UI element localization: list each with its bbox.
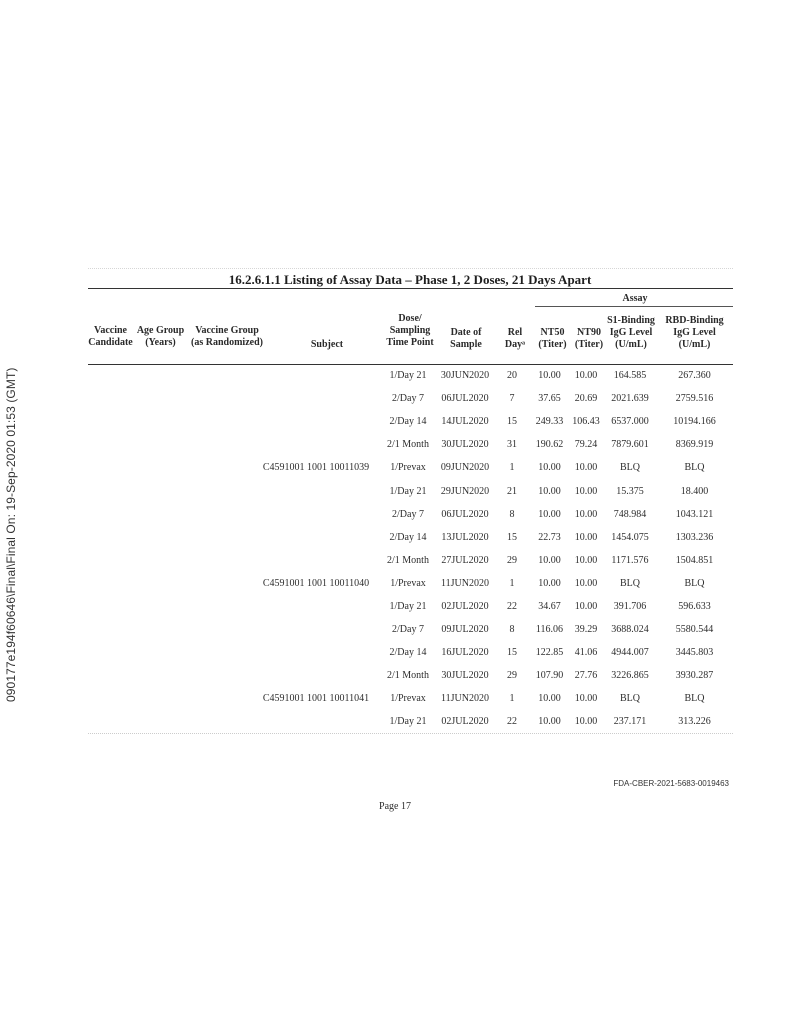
cell-nt50: 10.00 (538, 554, 561, 566)
cell-rel-day: 22 (507, 600, 517, 612)
table-row (88, 503, 733, 526)
table-row (88, 456, 733, 479)
cell-dose-time-point: 2/1 Month (387, 439, 429, 451)
cell-rel-day: 1 (509, 462, 515, 474)
cell-subject: C4591001 1001 10011039 (262, 462, 370, 474)
cell-nt90: 10.00 (574, 554, 598, 566)
cell-vaccine-group (178, 572, 253, 595)
cell-vaccine-group (178, 595, 253, 618)
cell-subject (253, 664, 379, 687)
cell-date-of-sample: 30JUL2020 (441, 670, 489, 682)
cell-date-of-sample: 30JUL2020 (441, 439, 489, 451)
cell-vaccine-group (178, 364, 253, 387)
cell-dose-time-point: 2/Day 14 (389, 531, 427, 543)
cell-vaccine-group (178, 549, 253, 572)
cell-rbd-binding: 313.226 (678, 716, 711, 728)
cell-age-group (133, 618, 178, 641)
cell-rel-day: 1 (509, 693, 515, 705)
cell-rel-day: 31 (507, 439, 517, 451)
cell-nt50: 190.62 (535, 439, 564, 451)
cell-dose-time-point: 2/1 Month (387, 670, 429, 682)
cell-rel-day: 21 (507, 485, 517, 497)
cell-s1-binding: 237.171 (613, 716, 647, 728)
cell-age-group (133, 364, 178, 387)
header-date-of-sample: Date of Sample (450, 327, 482, 350)
cell-vaccine-candidate (88, 595, 133, 618)
cell-vaccine-candidate (88, 664, 133, 687)
cell-vaccine-candidate (88, 456, 133, 479)
cell-age-group (133, 687, 178, 710)
cell-vaccine-candidate (88, 687, 133, 710)
cell-rel-day: 7 (509, 393, 515, 405)
cell-date-of-sample: 27JUL2020 (441, 554, 489, 566)
cell-vaccine-candidate (88, 710, 133, 733)
cell-nt50: 34.67 (538, 600, 561, 612)
cell-dose-time-point: 2/Day 7 (392, 624, 424, 636)
table-body (88, 364, 733, 734)
cell-rel-day: 15 (507, 647, 517, 659)
header-rel-day: Rel Dayᵃ (504, 327, 526, 350)
cell-age-group (133, 641, 178, 664)
cell-subject (253, 387, 379, 410)
cell-rbd-binding: BLQ (684, 693, 705, 705)
cell-vaccine-candidate (88, 641, 133, 664)
header-vaccine-candidate: Vaccine Candidate (88, 325, 133, 348)
cell-age-group (133, 503, 178, 526)
header-age-group: Age Group (Years) (136, 325, 185, 348)
assay-group-rule (535, 306, 733, 307)
cell-nt90: 10.00 (574, 370, 598, 382)
cell-vaccine-group (178, 387, 253, 410)
cell-s1-binding: 748.984 (613, 508, 647, 520)
cell-nt50: 249.33 (535, 416, 564, 428)
top-rule (88, 288, 733, 289)
cell-nt90: 79.24 (574, 439, 598, 451)
cell-rbd-binding: 8369.919 (675, 439, 714, 451)
header-nt50: NT50 (Titer) (538, 327, 567, 350)
cell-rel-day: 8 (509, 508, 515, 520)
cell-nt50: 22.73 (538, 531, 561, 543)
cell-nt90: 10.00 (574, 531, 598, 543)
cell-age-group (133, 526, 178, 549)
cell-rbd-binding: 10194.166 (673, 416, 716, 428)
cell-nt50: 107.90 (535, 670, 564, 682)
cell-vaccine-candidate (88, 433, 133, 456)
cell-nt90: 10.00 (574, 462, 598, 474)
table-row (88, 549, 733, 572)
cell-subject (253, 479, 379, 502)
cell-nt90: 10.00 (574, 485, 598, 497)
page-number: Page 17 (379, 801, 411, 812)
cell-rel-day: 15 (507, 416, 517, 428)
cell-nt90: 10.00 (574, 693, 598, 705)
cell-rel-day: 20 (507, 370, 517, 382)
cell-dose-time-point: 2/Day 14 (389, 416, 427, 428)
cell-vaccine-candidate (88, 479, 133, 502)
cell-date-of-sample: 16JUL2020 (441, 647, 489, 659)
cell-date-of-sample: 02JUL2020 (441, 600, 489, 612)
cell-subject: C4591001 1001 10011041 (262, 693, 370, 705)
header-subject: Subject (310, 339, 344, 350)
cell-dose-time-point: 1/Day 21 (389, 600, 427, 612)
cell-vaccine-candidate (88, 572, 133, 595)
cell-s1-binding: BLQ (620, 462, 640, 474)
cell-s1-binding: BLQ (620, 577, 640, 589)
cell-nt50: 116.06 (535, 624, 564, 636)
cell-rel-day: 8 (509, 624, 515, 636)
cell-s1-binding: 7879.601 (611, 439, 649, 451)
header-nt90: NT90 (Titer) (574, 327, 604, 350)
table-row (88, 387, 733, 410)
table-row (88, 641, 733, 664)
cell-s1-binding: 2021.639 (611, 393, 649, 405)
cell-rel-day: 22 (507, 716, 517, 728)
cell-s1-binding: 391.706 (613, 600, 647, 612)
bottom-rule (88, 733, 733, 734)
cell-rbd-binding: BLQ (684, 462, 705, 474)
cell-rbd-binding: 1303.236 (675, 531, 714, 543)
cell-date-of-sample: 06JUL2020 (441, 393, 489, 405)
cell-nt90: 39.29 (574, 624, 598, 636)
document-id: FDA-CBER-2021-5683-0019463 (613, 779, 729, 788)
cell-nt90: 41.06 (574, 647, 598, 659)
cell-dose-time-point: 1/Day 21 (389, 716, 427, 728)
cell-rel-day: 15 (507, 531, 517, 543)
cell-rel-day: 29 (507, 670, 517, 682)
cell-date-of-sample: 11JUN2020 (441, 693, 489, 705)
cell-vaccine-candidate (88, 618, 133, 641)
cell-rbd-binding: 1504.851 (675, 554, 714, 566)
cell-nt90: 106.43 (572, 416, 600, 428)
header-dose-time-point: Dose/ Sampling Time Point (386, 313, 434, 348)
listing-title: 16.2.6.1.1 Listing of Assay Data – Phase 1, 2 Doses, 21 Days Apart (228, 272, 592, 287)
cell-subject (253, 618, 379, 641)
cell-vaccine-group (178, 503, 253, 526)
cell-dose-time-point: 1/Prevax (390, 577, 426, 589)
cell-dose-time-point: 1/Day 21 (389, 485, 427, 497)
cell-date-of-sample: 09JUN2020 (440, 462, 490, 474)
cell-s1-binding: 3226.865 (611, 670, 649, 682)
cell-rbd-binding: 267.360 (678, 370, 711, 382)
cell-age-group (133, 549, 178, 572)
table-row (88, 526, 733, 549)
cell-nt50: 10.00 (538, 485, 561, 497)
cell-s1-binding: 1454.075 (611, 531, 649, 543)
cell-dose-time-point: 1/Prevax (390, 693, 426, 705)
cell-nt90: 27.76 (574, 670, 598, 682)
table-row (88, 618, 733, 641)
cell-vaccine-group (178, 410, 253, 433)
cell-rbd-binding: 1043.121 (675, 508, 714, 520)
cell-rel-day: 1 (509, 577, 515, 589)
cell-rbd-binding: 3930.287 (675, 670, 714, 682)
cell-age-group (133, 479, 178, 502)
cell-subject (253, 364, 379, 387)
cell-dose-time-point: 2/Day 7 (392, 508, 424, 520)
cell-nt50: 10.00 (538, 370, 561, 382)
cell-age-group (133, 572, 178, 595)
cell-nt50: 122.85 (535, 647, 564, 659)
cell-nt50: 10.00 (538, 577, 561, 589)
scan-artifact-line (88, 268, 733, 269)
cell-date-of-sample: 06JUL2020 (441, 508, 489, 520)
table-row (88, 572, 733, 595)
cell-dose-time-point: 2/Day 14 (389, 647, 427, 659)
table-row (88, 479, 733, 502)
cell-dose-time-point: 2/Day 7 (392, 393, 424, 405)
cell-vaccine-candidate (88, 410, 133, 433)
cell-subject (253, 433, 379, 456)
cell-age-group (133, 710, 178, 733)
cell-nt90: 10.00 (574, 716, 598, 728)
cell-dose-time-point: 1/Day 21 (389, 370, 427, 382)
cell-date-of-sample: 30JUN2020 (440, 370, 490, 382)
cell-vaccine-candidate (88, 503, 133, 526)
cell-subject: C4591001 1001 10011040 (262, 577, 370, 589)
table-row (88, 433, 733, 456)
table-row (88, 364, 733, 387)
cell-date-of-sample: 11JUN2020 (441, 577, 489, 589)
header-s1-binding: S1-Binding IgG Level (U/mL) (607, 315, 655, 350)
cell-date-of-sample: 29JUN2020 (440, 485, 490, 497)
cell-dose-time-point: 2/1 Month (387, 554, 429, 566)
cell-date-of-sample: 14JUL2020 (441, 416, 489, 428)
cell-subject (253, 549, 379, 572)
cell-nt50: 10.00 (538, 462, 561, 474)
cell-vaccine-group (178, 479, 253, 502)
header-rbd-binding: RBD-Binding IgG Level (U/mL) (665, 315, 724, 350)
cell-rbd-binding: 2759.516 (675, 393, 714, 405)
cell-nt50: 10.00 (538, 508, 561, 520)
cell-nt50: 10.00 (538, 716, 561, 728)
cell-subject (253, 595, 379, 618)
archive-stamp: 090177e194f60646\Final\Final On: 19-Sep-2020 01:53 (GMT) (4, 367, 18, 702)
cell-nt90: 10.00 (574, 600, 598, 612)
cell-nt90: 10.00 (574, 577, 598, 589)
cell-s1-binding: 164.585 (613, 370, 647, 382)
cell-subject (253, 410, 379, 433)
cell-vaccine-group (178, 641, 253, 664)
cell-subject (253, 526, 379, 549)
table-row (88, 595, 733, 618)
table-row (88, 410, 733, 433)
cell-vaccine-candidate (88, 549, 133, 572)
cell-subject (253, 641, 379, 664)
cell-date-of-sample: 09JUL2020 (441, 624, 489, 636)
cell-age-group (133, 410, 178, 433)
cell-s1-binding: 4944.007 (611, 647, 649, 659)
cell-s1-binding: 3688.024 (611, 624, 649, 636)
cell-rbd-binding: BLQ (684, 577, 705, 589)
cell-rbd-binding: 18.400 (680, 485, 709, 497)
cell-vaccine-candidate (88, 364, 133, 387)
cell-vaccine-candidate (88, 387, 133, 410)
cell-rbd-binding: 3445.803 (675, 647, 714, 659)
cell-vaccine-group (178, 710, 253, 733)
cell-vaccine-group (178, 664, 253, 687)
cell-date-of-sample: 02JUL2020 (441, 716, 489, 728)
cell-s1-binding: BLQ (620, 693, 640, 705)
cell-nt50: 37.65 (538, 393, 561, 405)
assay-group-label: Assay (622, 293, 648, 304)
cell-rel-day: 29 (507, 554, 517, 566)
cell-nt90: 10.00 (574, 508, 598, 520)
cell-s1-binding: 1171.576 (611, 554, 649, 566)
cell-vaccine-group (178, 456, 253, 479)
cell-rbd-binding: 5580.544 (675, 624, 714, 636)
cell-vaccine-group (178, 526, 253, 549)
cell-vaccine-group (178, 433, 253, 456)
cell-subject (253, 710, 379, 733)
assay-data-table (88, 364, 733, 734)
cell-age-group (133, 595, 178, 618)
cell-age-group (133, 664, 178, 687)
cell-nt50: 10.00 (538, 693, 561, 705)
cell-age-group (133, 387, 178, 410)
cell-age-group (133, 456, 178, 479)
cell-nt90: 20.69 (574, 393, 598, 405)
cell-date-of-sample: 13JUL2020 (441, 531, 489, 543)
cell-subject (253, 503, 379, 526)
cell-dose-time-point: 1/Prevax (390, 462, 426, 474)
table-row (88, 687, 733, 710)
header-vaccine-group: Vaccine Group (as Randomized) (191, 325, 263, 348)
table-row (88, 710, 733, 733)
cell-age-group (133, 433, 178, 456)
cell-rbd-binding: 596.633 (678, 600, 711, 612)
cell-s1-binding: 15.375 (616, 485, 644, 497)
table-row (88, 664, 733, 687)
cell-vaccine-group (178, 618, 253, 641)
cell-vaccine-group (178, 687, 253, 710)
cell-vaccine-candidate (88, 526, 133, 549)
cell-s1-binding: 6537.000 (611, 416, 649, 428)
